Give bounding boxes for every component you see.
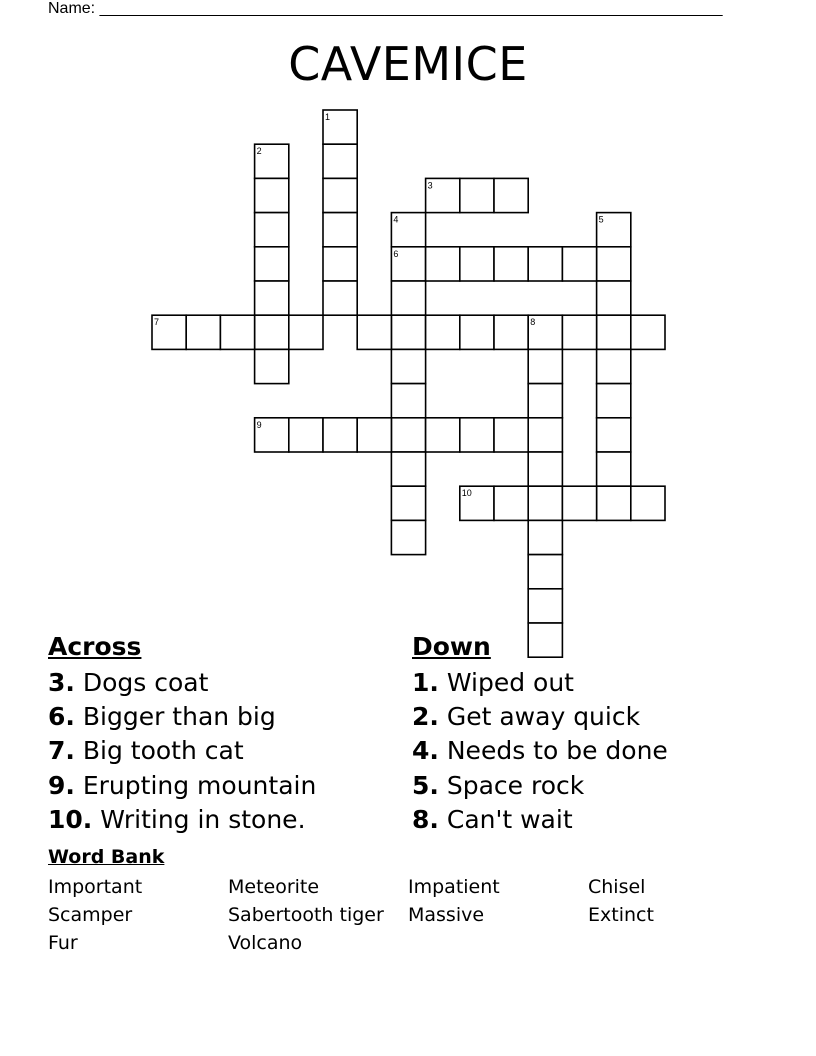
clue-number-label: 8 xyxy=(530,317,536,328)
clue-number: 7. xyxy=(48,736,75,766)
grid-cell[interactable] xyxy=(255,418,289,452)
grid-cell[interactable] xyxy=(631,315,665,349)
word-bank-item: Important xyxy=(48,876,143,898)
clue-number-label: 1 xyxy=(325,112,331,122)
grid-cell[interactable] xyxy=(597,213,631,247)
grid-cell[interactable] xyxy=(597,486,631,520)
down-clue xyxy=(412,666,668,700)
grid-cell[interactable] xyxy=(391,213,425,247)
grid-cell[interactable] xyxy=(323,110,357,144)
grid-cell[interactable] xyxy=(255,281,289,315)
grid-cell[interactable] xyxy=(562,486,596,520)
grid-cell[interactable] xyxy=(597,384,631,418)
grid-cell[interactable] xyxy=(460,178,494,212)
grid-cell[interactable] xyxy=(597,315,631,349)
clue-number-label: 3 xyxy=(427,180,433,191)
word-bank-item: Scamper xyxy=(48,904,133,926)
grid-cell[interactable] xyxy=(391,281,425,315)
grid-cell[interactable] xyxy=(460,247,494,281)
clue-number: 2. xyxy=(412,702,439,732)
grid-cell[interactable] xyxy=(460,315,494,349)
grid-cell[interactable] xyxy=(357,315,391,349)
grid-cell[interactable] xyxy=(597,452,631,486)
grid-cell[interactable] xyxy=(391,315,425,349)
grid-cell[interactable] xyxy=(255,178,289,212)
across-clue xyxy=(48,666,316,700)
grid-cell[interactable] xyxy=(186,315,220,349)
grid-cell[interactable] xyxy=(494,418,528,452)
grid-cell[interactable] xyxy=(323,247,357,281)
word-bank-title: Word Bank xyxy=(48,846,165,868)
grid-cell[interactable] xyxy=(494,315,528,349)
grid-cell[interactable] xyxy=(323,144,357,178)
grid-cell[interactable] xyxy=(528,349,562,383)
grid-cell[interactable] xyxy=(528,589,562,623)
clue-text: Big tooth cat xyxy=(82,736,244,766)
grid-cell[interactable] xyxy=(528,486,562,520)
word-bank xyxy=(48,873,768,957)
grid-cell[interactable] xyxy=(152,315,186,349)
grid-cell[interactable] xyxy=(460,486,494,520)
grid-cell[interactable] xyxy=(426,418,460,452)
grid-cell[interactable] xyxy=(255,247,289,281)
down-clue xyxy=(412,700,668,734)
grid-cell[interactable] xyxy=(391,349,425,383)
down-clue xyxy=(412,734,668,768)
clue-number: 10. xyxy=(48,804,93,834)
grid-cell[interactable] xyxy=(323,418,357,452)
clue-number-label: 4 xyxy=(393,214,399,225)
clue-text: Needs to be done xyxy=(446,736,668,766)
grid-cell[interactable] xyxy=(562,315,596,349)
grid-cell[interactable] xyxy=(323,178,357,212)
clue-number-label: 6 xyxy=(393,248,399,259)
grid-cell[interactable] xyxy=(289,418,323,452)
grid-cell[interactable] xyxy=(494,486,528,520)
grid-cell[interactable] xyxy=(426,315,460,349)
grid-cell[interactable] xyxy=(255,213,289,247)
puzzle-title: CAVEMICE xyxy=(288,37,528,91)
down-clues xyxy=(412,632,668,837)
across-clue xyxy=(48,769,316,803)
grid-cell[interactable] xyxy=(597,349,631,383)
word-bank-item: Volcano xyxy=(228,932,303,954)
across-clues xyxy=(48,632,316,837)
clue-number-label: 9 xyxy=(256,419,262,430)
grid-cell[interactable] xyxy=(528,555,562,589)
grid-cell[interactable] xyxy=(289,315,323,349)
word-bank-item: Impatient xyxy=(408,876,500,898)
clue-number: 5. xyxy=(412,770,439,800)
grid-cell[interactable] xyxy=(220,315,254,349)
grid-cell[interactable] xyxy=(528,452,562,486)
word-bank-item: Chisel xyxy=(588,876,646,898)
clue-number-label: 2 xyxy=(256,146,262,157)
grid-cell[interactable] xyxy=(562,247,596,281)
across-clue xyxy=(48,734,316,768)
clue-number: 9. xyxy=(48,770,75,800)
clue-number: 3. xyxy=(48,668,75,697)
grid-cell[interactable] xyxy=(597,247,631,281)
grid-cell[interactable] xyxy=(391,520,425,554)
grid-cell[interactable] xyxy=(426,178,460,212)
grid-cell[interactable] xyxy=(528,315,562,349)
down-clue xyxy=(412,769,668,803)
clue-number-label: 10 xyxy=(461,488,472,499)
grid-cell[interactable] xyxy=(255,144,289,178)
word-bank-item: Massive xyxy=(408,904,485,926)
grid-cell[interactable] xyxy=(528,418,562,452)
grid-cell[interactable] xyxy=(323,213,357,247)
grid-cell[interactable] xyxy=(597,281,631,315)
word-bank-item: Fur xyxy=(48,932,78,954)
grid-cell[interactable] xyxy=(255,349,289,383)
grid-cell[interactable] xyxy=(426,247,460,281)
clue-text: Bigger than big xyxy=(82,702,276,732)
grid-cell[interactable] xyxy=(494,178,528,212)
grid-cell[interactable] xyxy=(357,418,391,452)
clue-number-label: 5 xyxy=(598,214,604,225)
grid-cell[interactable] xyxy=(391,384,425,418)
across-heading: Across xyxy=(48,632,142,661)
grid-cell[interactable] xyxy=(391,247,425,281)
grid-cell[interactable] xyxy=(391,486,425,520)
clue-number: 1. xyxy=(412,668,439,697)
across-clue xyxy=(48,803,316,837)
clue-number-label: 7 xyxy=(154,317,160,328)
word-bank-item: Extinct xyxy=(588,904,654,926)
across-clue xyxy=(48,700,316,734)
word-bank-item: Sabertooth tiger xyxy=(228,904,384,926)
clue-number: 6. xyxy=(48,702,75,732)
clue-number: 8. xyxy=(412,804,439,834)
grid-cell[interactable] xyxy=(391,452,425,486)
clue-text: Writing in stone. xyxy=(100,804,306,834)
grid-cell[interactable] xyxy=(528,384,562,418)
grid-cell[interactable] xyxy=(391,418,425,452)
down-clue xyxy=(412,803,668,837)
grid-cell[interactable] xyxy=(631,486,665,520)
clue-text: Dogs coat xyxy=(82,668,209,697)
clue-text: Wiped out xyxy=(446,668,574,697)
clue-text: Space rock xyxy=(446,770,585,800)
grid-cell[interactable] xyxy=(597,418,631,452)
clue-number: 4. xyxy=(412,736,439,766)
grid-cell[interactable] xyxy=(255,315,289,349)
down-heading: Down xyxy=(412,632,491,661)
word-bank-item: Meteorite xyxy=(228,876,320,898)
grid-cell[interactable] xyxy=(460,418,494,452)
clue-text: Erupting mountain xyxy=(82,770,317,800)
grid-cell[interactable] xyxy=(528,520,562,554)
grid-cell[interactable] xyxy=(494,247,528,281)
clue-text: Can't wait xyxy=(446,804,573,834)
clue-text: Get away quick xyxy=(446,702,641,732)
name-line: Name: ______________________________________________________________________ xyxy=(48,0,723,17)
grid-cell[interactable] xyxy=(528,247,562,281)
grid-cell[interactable] xyxy=(323,281,357,315)
